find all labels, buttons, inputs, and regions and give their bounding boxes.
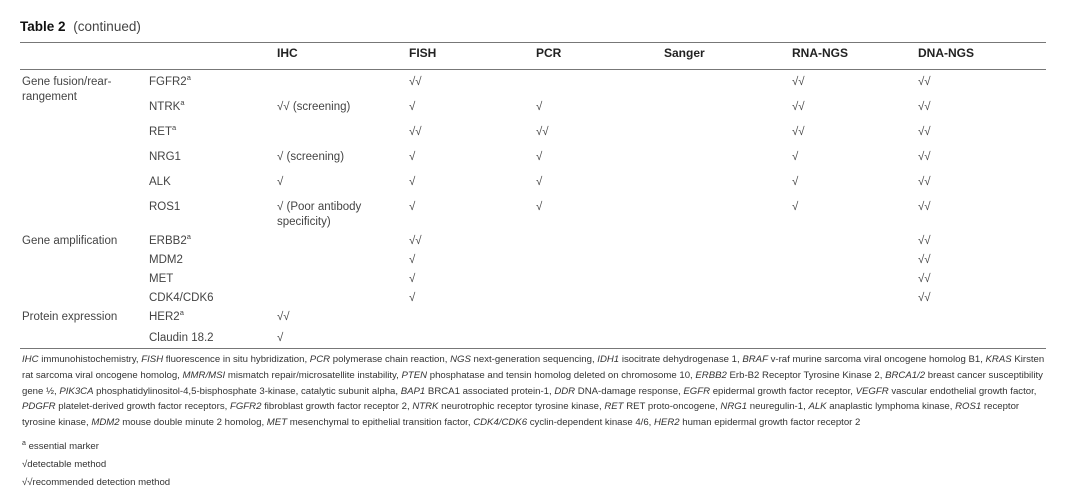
cell-rna: √	[792, 176, 799, 188]
recommended-text: recommended detection method	[32, 477, 171, 488]
essential-marker: a	[179, 308, 184, 318]
gene-label: CDK4/CDK6	[149, 292, 214, 304]
cell-rna: √√	[792, 126, 805, 138]
header-rule	[20, 69, 1046, 70]
abbreviation-term: EGFR	[683, 385, 711, 397]
gene-name	[149, 175, 171, 190]
column-header-dna-ngs: DNA-NGS	[918, 46, 974, 60]
abbreviation-definition: RET proto-oncogene,	[626, 401, 718, 413]
gene-name	[149, 150, 181, 165]
abbreviation-term: ALK	[808, 401, 827, 413]
gene-label: ERBB2	[149, 235, 187, 247]
cell-pcr: √	[536, 101, 543, 113]
group-label-line: rangement	[22, 91, 77, 103]
essential-marker: a	[172, 123, 177, 133]
column-header-pcr: PCR	[536, 46, 562, 60]
gene-label: Claudin 18.2	[149, 332, 214, 344]
gene-name	[149, 291, 214, 306]
abbreviation-term: FISH	[141, 354, 164, 365]
abbreviation-term: BRCA1/2	[885, 369, 926, 381]
gene-name	[149, 272, 173, 287]
abbreviation-term: ROS1	[955, 401, 982, 413]
cell-dna: √√	[918, 254, 931, 266]
abbreviation-definition: DNA-damage response,	[577, 385, 681, 397]
abbreviation-definition: Erb-B2 Receptor Tyrosine Kinase 2,	[729, 369, 883, 381]
abbreviation-definition: neuregulin-1,	[749, 401, 806, 413]
abbreviation-term: PTEN	[401, 369, 428, 381]
abbreviations-footnote	[22, 352, 1050, 431]
abbreviation-definition: mesenchymal to epithelial transition factor,	[289, 417, 471, 429]
abbreviation-definition: mouse double minute 2 homolog,	[122, 417, 265, 429]
cell-fish: √√	[409, 235, 422, 247]
cell-dna: √√	[918, 126, 931, 138]
gene-label: RET	[149, 126, 172, 138]
abbreviation-definition: phosphatase and tensin homolog deleted on chromosome 10,	[429, 369, 693, 381]
abbreviation-definition: fibroblast growth factor receptor 2,	[264, 401, 410, 413]
abbreviation-definition: neurotrophic receptor tyrosine kinase,	[441, 401, 602, 413]
abbreviation-definition: fluorescence in situ hybridization,	[165, 354, 308, 365]
gene-label: NRG1	[149, 151, 181, 163]
cell-ihc: √	[277, 176, 284, 188]
cell-pcr: √	[536, 201, 543, 213]
gene-name	[149, 331, 214, 346]
cell-pcr: √	[536, 151, 543, 163]
gene-name	[149, 200, 180, 215]
abbreviation-term: KRAS	[985, 354, 1012, 365]
cell-dna: √√	[918, 176, 931, 188]
abbreviation-definition: cyclin-dependent kinase 4/6,	[529, 417, 652, 429]
abbreviation-term: RET	[604, 401, 624, 413]
cell-fish: √	[409, 201, 416, 213]
essential-marker: a	[186, 232, 191, 242]
abbreviation-definition: vascular endothelial growth factor,	[891, 385, 1037, 397]
cell-rna: √√	[792, 101, 805, 113]
cell-rna: √	[792, 201, 799, 213]
abbreviation-definition: human epidermal growth factor receptor 2	[682, 417, 861, 429]
footnote-essential	[22, 441, 99, 452]
column-header-fish: FISH	[409, 46, 437, 60]
cell-fish: √√	[409, 76, 422, 88]
gene-name	[149, 310, 184, 325]
column-header-ihc: IHC	[277, 46, 298, 60]
abbreviation-term: IDH1	[597, 354, 620, 365]
gene-label: NTRK	[149, 101, 181, 113]
recommended-mark: √√	[22, 477, 33, 488]
abbreviation-definition: breast cancer susceptibility gene ½,	[22, 369, 1043, 397]
cell-dna: √√	[918, 76, 931, 88]
abbreviation-definition: polymerase chain reaction,	[332, 354, 448, 365]
essential-text: essential marker	[28, 441, 99, 452]
abbreviation-definition: epidermal growth factor receptor,	[712, 385, 853, 397]
column-header-sanger: Sanger	[664, 46, 705, 60]
gene-label: ALK	[149, 176, 171, 188]
table-label: Table 2	[20, 19, 66, 34]
gene-name	[149, 234, 191, 249]
cell-fish: √	[409, 151, 416, 163]
cell-rna: √	[792, 151, 799, 163]
abbreviation-term: MET	[266, 417, 288, 429]
group-label-protein-expression: Protein expression	[22, 311, 118, 323]
abbreviation-term: MDM2	[91, 417, 120, 429]
cell-pcr: √√	[536, 126, 549, 138]
group-label-gene-fusion	[22, 75, 112, 105]
abbreviation-term: IHC	[22, 354, 39, 365]
abbreviation-definition: receptor tyrosine kinase,	[22, 401, 1020, 429]
abbreviation-term: ERBB2	[695, 369, 727, 381]
abbreviation-definition: phosphatidylinositol-4,5-bisphosphate 3-kinase, catalytic subunit alpha,	[96, 385, 399, 397]
cell-ihc: √ (screening)	[277, 151, 345, 163]
abbreviation-term: PDGFR	[22, 401, 56, 413]
essential-marker: a	[186, 73, 191, 83]
cell-line: √ (Poor antibody	[277, 201, 362, 213]
cell-fish: √	[409, 292, 416, 304]
detectable-text: detectable method	[27, 459, 107, 470]
abbreviation-term: NRG1	[720, 401, 748, 413]
cell-fish: √√	[409, 126, 422, 138]
gene-name	[149, 75, 191, 90]
group-label-gene-amplification: Gene amplification	[22, 235, 118, 247]
cell-dna: √√	[918, 292, 931, 304]
footnote-recommended	[22, 477, 170, 488]
abbreviation-definition: BRCA1 associated protein-1,	[427, 385, 552, 397]
abbreviation-definition: immunohistochemistry,	[41, 354, 139, 365]
abbreviation-definition: isocitrate dehydrogenase 1,	[621, 354, 740, 365]
abbreviation-definition: mismatch repair/microsatellite instability,	[227, 369, 399, 381]
cell-fish: √	[409, 101, 416, 113]
abbreviation-term: MMR/MSI	[182, 369, 226, 381]
cell-ihc: √√	[277, 311, 290, 323]
gene-label: MDM2	[149, 254, 183, 266]
abbreviation-term: DDR	[554, 385, 576, 397]
abbreviation-definition: v-raf murine sarcoma viral oncogene homolog B1,	[770, 354, 983, 365]
gene-label: FGFR2	[149, 76, 187, 88]
abbreviation-definition: platelet-derived growth factor receptors,	[58, 401, 228, 413]
cell-dna: √√	[918, 101, 931, 113]
cell-fish: √	[409, 254, 416, 266]
bottom-rule	[20, 348, 1046, 349]
cell-ihc	[277, 200, 361, 230]
abbreviation-term: PCR	[309, 354, 331, 365]
abbreviation-term: CDK4/CDK6	[473, 417, 528, 429]
abbreviation-term: NTRK	[412, 401, 439, 413]
table-caption	[20, 19, 141, 34]
abbreviation-definition: Kirsten rat sarcoma viral oncogene homolog,	[22, 354, 1045, 381]
cell-dna: √√	[918, 151, 931, 163]
top-rule	[20, 42, 1046, 43]
cell-pcr: √	[536, 176, 543, 188]
cell-ihc: √	[277, 332, 284, 344]
abbreviation-term: FGFR2	[229, 401, 262, 413]
cell-line: specificity)	[277, 216, 331, 228]
essential-mark: a	[22, 439, 26, 447]
abbreviation-definition: anaplastic lymphoma kinase,	[829, 401, 953, 413]
abbreviation-term: BRAF	[742, 354, 768, 365]
cell-dna: √√	[918, 273, 931, 285]
gene-label: HER2	[149, 311, 180, 323]
abbreviation-term: PIK3CA	[59, 385, 94, 397]
group-label-line: Gene fusion/rear-	[22, 76, 112, 88]
column-header-rna-ngs: RNA-NGS	[792, 46, 848, 60]
detectable-mark: √	[22, 459, 28, 470]
abbreviation-definition: next-generation sequencing,	[473, 354, 595, 365]
gene-name	[149, 100, 184, 115]
gene-name	[149, 125, 176, 140]
table-caption-suffix: (continued)	[73, 19, 141, 34]
cell-rna: √√	[792, 76, 805, 88]
abbreviation-term: HER2	[654, 417, 680, 429]
abbreviation-term: NGS	[450, 354, 471, 365]
footnote-detectable	[22, 459, 106, 470]
cell-fish: √	[409, 176, 416, 188]
cell-fish: √	[409, 273, 416, 285]
gene-name	[149, 253, 183, 268]
essential-marker: a	[180, 98, 185, 108]
gene-label: MET	[149, 273, 174, 285]
cell-dna: √√	[918, 235, 931, 247]
gene-label: ROS1	[149, 201, 181, 213]
abbreviation-term: BAP1	[400, 385, 426, 397]
cell-dna: √√	[918, 201, 931, 213]
abbreviation-term: VEGFR	[855, 385, 889, 397]
cell-ihc: √√ (screening)	[277, 101, 351, 113]
